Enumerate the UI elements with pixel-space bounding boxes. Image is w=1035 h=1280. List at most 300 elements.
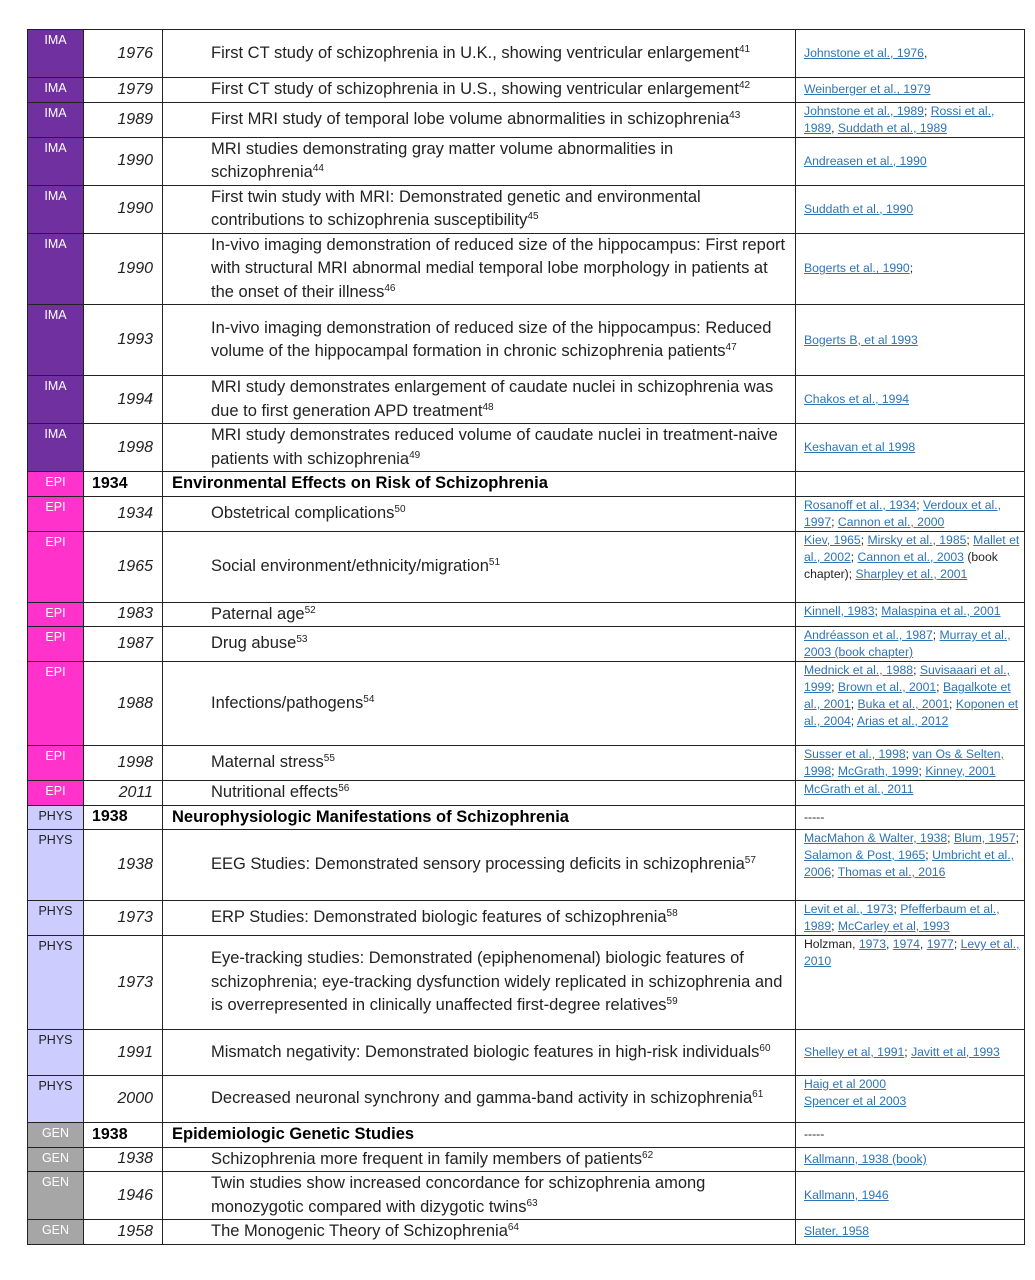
references-cell xyxy=(796,305,1025,376)
reference-link[interactable]: Levy et al., 2010 xyxy=(804,937,1020,968)
category-cell xyxy=(28,830,84,901)
year-cell xyxy=(84,472,163,497)
description-text: Neurophysiologic Manifestations of Schizophrenia xyxy=(172,807,569,826)
reference-text: ----- xyxy=(804,809,825,824)
year-cell xyxy=(84,30,163,78)
reference-text: , xyxy=(886,937,893,951)
reference-text: ; xyxy=(918,764,926,778)
description-text: Drug abuse xyxy=(211,634,297,653)
year-cell xyxy=(84,233,163,305)
reference-link[interactable]: Spencer et al 2003 xyxy=(804,1094,907,1108)
reference-link[interactable]: Andréasson et al., 1987 xyxy=(804,628,933,642)
category-cell xyxy=(28,1030,84,1076)
description-cell xyxy=(163,78,796,103)
year-value: 1989 xyxy=(117,110,153,128)
reference-text: ; xyxy=(850,714,857,728)
reference-link[interactable]: Kiev, 1965 xyxy=(804,532,861,547)
description-cell xyxy=(163,602,796,627)
category-label: EPI xyxy=(45,605,66,620)
description-text: First CT study of schizophrenia in U.K., showing ventricular enlargement xyxy=(211,43,739,62)
reference-text: ; xyxy=(949,697,956,711)
year-value: 1987 xyxy=(117,635,153,652)
description-cell xyxy=(163,746,796,781)
reference-link[interactable]: McCarley et al, 1993 xyxy=(837,919,950,933)
year-value: 1946 xyxy=(117,1186,153,1204)
description-cell xyxy=(163,496,796,531)
table-row xyxy=(28,185,1025,233)
reference-link[interactable]: Levit et al., 1973 xyxy=(804,902,894,916)
footnote-ref: 41 xyxy=(738,43,751,55)
year-value: 1973 xyxy=(117,973,153,991)
category-cell xyxy=(28,627,84,662)
description-text: The Monogenic Theory of Schizophrenia xyxy=(211,1222,508,1240)
year-value: 2011 xyxy=(118,783,153,801)
category-label: IMA xyxy=(44,188,67,203)
reference-text: ; xyxy=(936,680,943,694)
year-value: 1934 xyxy=(117,504,153,522)
references-cell xyxy=(796,531,1025,602)
year-cell xyxy=(84,901,163,936)
description-text: Obstetrical complications xyxy=(211,503,395,522)
references-cell xyxy=(796,424,1025,472)
reference-text: ; xyxy=(850,549,858,564)
category-cell xyxy=(28,602,84,627)
references-cell xyxy=(796,233,1025,305)
footnote-ref: 42 xyxy=(738,80,751,91)
category-cell xyxy=(28,137,84,185)
table-row xyxy=(28,233,1025,305)
reference-text: ; xyxy=(909,261,914,276)
table-row xyxy=(28,1030,1025,1076)
description-cell xyxy=(163,472,796,497)
reference-link[interactable]: Rosanoff et al., 1934 xyxy=(804,497,917,512)
description-text: In-vivo imaging demonstration of reduced size of the hippocampus: First report with structural MRI abnormal medial temporal lobe morphology in patients at the onset of their illness xyxy=(211,235,786,301)
reference-link[interactable]: 1974 xyxy=(892,937,920,951)
category-cell xyxy=(28,233,84,305)
reference-link[interactable]: Malaspina et al., 2001 xyxy=(881,603,1001,618)
reference-link[interactable]: van Os & Selten, 1998 xyxy=(804,747,1004,778)
reference-link[interactable]: Kinney, 2001 xyxy=(925,764,996,778)
category-label: GEN xyxy=(41,1223,70,1237)
footnote-ref: 49 xyxy=(409,449,421,461)
table-row xyxy=(28,936,1025,1030)
description-text: First MRI study of temporal lobe volume abnormalities in schizophrenia xyxy=(211,109,730,128)
year-cell xyxy=(84,1076,163,1123)
reference-text: ; xyxy=(831,514,838,529)
table-row xyxy=(28,746,1025,781)
references-cell xyxy=(796,137,1025,185)
table-row xyxy=(28,1220,1025,1245)
category-cell xyxy=(28,901,84,936)
reference-link[interactable]: Arias et al., 2012 xyxy=(856,714,949,728)
reference-link[interactable]: Thomas et al., 2016 xyxy=(837,865,946,879)
footnote-ref: 52 xyxy=(304,604,316,616)
reference-text: ; xyxy=(831,865,838,879)
table-row xyxy=(28,30,1025,78)
category-label: EPI xyxy=(45,665,66,679)
reference-text: , xyxy=(923,46,928,60)
reference-link[interactable]: McGrath et al., 2011 xyxy=(804,782,914,796)
reference-link[interactable]: Brown et al., 2001 xyxy=(837,680,937,694)
category-label: GEN xyxy=(41,1126,70,1140)
reference-text: ; xyxy=(1015,831,1019,845)
year-value: 1991 xyxy=(117,1043,153,1061)
table-row xyxy=(28,1147,1025,1172)
reference-link[interactable]: Cannon et al., 2003 xyxy=(857,549,964,564)
reference-text: ; xyxy=(923,103,931,118)
category-cell xyxy=(28,78,84,103)
reference-text: ; xyxy=(874,603,882,618)
reference-link[interactable]: 1973 xyxy=(858,937,886,951)
footnote-ref: 56 xyxy=(338,783,350,794)
reference-link[interactable]: Mirsky et al., 1985 xyxy=(867,532,967,547)
category-cell xyxy=(28,305,84,376)
reference-link[interactable]: Javitt et al, 1993 xyxy=(911,1045,1000,1059)
reference-text: Holzman, xyxy=(804,937,859,951)
year-cell xyxy=(84,1220,163,1245)
reference-link[interactable]: Bogerts B, et al 1993 xyxy=(804,332,918,347)
year-cell xyxy=(84,1147,163,1172)
description-cell xyxy=(163,424,796,472)
reference-text: (book chapter); xyxy=(804,549,998,581)
description-text: Schizophrenia more frequent in family members of patients xyxy=(211,1149,643,1168)
category-label: IMA xyxy=(44,236,67,251)
footnote-ref: 60 xyxy=(759,1042,771,1054)
description-cell xyxy=(163,30,796,78)
references-cell xyxy=(796,496,1025,531)
footnote-ref: 63 xyxy=(526,1197,538,1209)
category-cell xyxy=(28,472,84,497)
description-text: Mismatch negativity: Demonstrated biologic features in high-risk individuals xyxy=(211,1042,760,1061)
reference-link[interactable]: Salamon & Post, 1965 xyxy=(804,848,926,862)
reference-link[interactable]: Suddath et al., 1990 xyxy=(804,201,914,216)
category-label: IMA xyxy=(44,308,67,322)
year-cell xyxy=(84,102,163,137)
year-cell xyxy=(84,137,163,185)
category-cell xyxy=(28,1220,84,1245)
year-value: 1990 xyxy=(117,152,153,169)
year-cell xyxy=(84,531,163,602)
reference-text: , xyxy=(919,937,927,951)
year-value: 1983 xyxy=(117,605,153,623)
description-text: Epidemiologic Genetic Studies xyxy=(172,1125,415,1143)
reference-text: ; xyxy=(831,764,838,778)
references-cell xyxy=(796,805,1025,830)
year-value: 1934 xyxy=(92,474,128,492)
category-label: EPI xyxy=(45,475,66,489)
year-cell xyxy=(84,936,163,1030)
category-cell xyxy=(28,496,84,531)
description-cell xyxy=(163,1076,796,1123)
category-label: PHYS xyxy=(38,833,73,847)
description-text: MRI study demonstrates enlargement of caudate nuclei in schizophrenia was due to first generation APD treatment xyxy=(211,378,774,420)
category-cell xyxy=(28,376,84,424)
description-cell xyxy=(163,1172,796,1220)
timeline-body xyxy=(28,30,1025,1245)
table-row xyxy=(28,376,1025,424)
reference-text: ; xyxy=(905,747,913,761)
reference-link[interactable]: Weinberger et al., 1979 xyxy=(804,82,931,97)
year-cell xyxy=(84,78,163,103)
description-text: MRI study demonstrates reduced volume of caudate nuclei in treatment-naive patients with schizophrenia xyxy=(211,426,778,468)
reference-text: ; xyxy=(947,831,954,845)
footnote-ref: 59 xyxy=(666,996,678,1008)
year-value: 1976 xyxy=(117,44,153,62)
description-cell xyxy=(163,1123,796,1148)
year-value: 1994 xyxy=(117,390,153,408)
year-value: 1990 xyxy=(117,200,153,217)
table-row xyxy=(28,496,1025,531)
table-row xyxy=(28,102,1025,137)
footnote-ref: 45 xyxy=(527,211,539,222)
year-cell xyxy=(84,424,163,472)
reference-link[interactable]: Keshavan et al 1998 xyxy=(804,440,916,454)
description-text: EEG Studies: Demonstrated sensory processing deficits in schizophrenia xyxy=(211,855,745,874)
description-cell xyxy=(163,805,796,830)
category-label: GEN xyxy=(41,1175,70,1189)
reference-link[interactable]: Shelley et al, 1991 xyxy=(804,1045,905,1059)
year-value: 1958 xyxy=(117,1222,153,1240)
year-cell xyxy=(84,662,163,746)
reference-text: ; xyxy=(904,1045,912,1059)
reference-text: ; xyxy=(913,663,920,677)
references-cell xyxy=(796,901,1025,936)
reference-text: ; xyxy=(850,697,858,711)
reference-text: ; xyxy=(831,919,838,933)
description-text: First twin study with MRI: Demonstrated genetic and environmental contributions to schizophrenia susceptibility xyxy=(211,187,701,229)
year-cell xyxy=(84,376,163,424)
footnote-ref: 44 xyxy=(312,163,324,174)
description-cell xyxy=(163,662,796,746)
table-row xyxy=(28,602,1025,627)
footnote-ref: 61 xyxy=(752,1089,764,1101)
category-label: IMA xyxy=(44,33,67,47)
year-value: 1938 xyxy=(92,1125,128,1143)
reference-link[interactable]: Chakos et al., 1994 xyxy=(804,392,910,406)
reference-link[interactable]: Mednick et al., 1988 xyxy=(804,663,914,677)
category-label: PHYS xyxy=(38,904,73,918)
reference-link[interactable]: 1977 xyxy=(926,937,954,951)
description-cell xyxy=(163,102,796,137)
year-value: 1965 xyxy=(117,557,153,575)
reference-link[interactable]: Rossi et al., 1989 xyxy=(804,103,995,135)
reference-link[interactable]: Susser et al., 1998 xyxy=(804,747,906,761)
reference-text: ; xyxy=(932,628,940,642)
references-cell xyxy=(796,781,1025,806)
references-cell xyxy=(796,376,1025,424)
reference-text: ; xyxy=(953,937,961,951)
description-cell xyxy=(163,137,796,185)
footnote-ref: 55 xyxy=(323,753,335,765)
year-value: 1973 xyxy=(117,909,153,926)
description-text: Paternal age xyxy=(211,604,305,623)
category-cell xyxy=(28,781,84,806)
references-cell xyxy=(796,102,1025,137)
reference-text: ; xyxy=(925,848,933,862)
references-cell xyxy=(796,185,1025,233)
table-row xyxy=(28,305,1025,376)
category-cell xyxy=(28,936,84,1030)
description-text: Decreased neuronal synchrony and gamma-band activity in schizophrenia xyxy=(211,1089,753,1108)
year-value: 1938 xyxy=(92,808,128,826)
year-value: 1998 xyxy=(117,754,153,771)
category-label: IMA xyxy=(44,427,67,441)
table-row xyxy=(28,781,1025,806)
category-cell xyxy=(28,805,84,830)
table-row xyxy=(28,1076,1025,1123)
category-cell xyxy=(28,1123,84,1148)
reference-link[interactable]: Suvisaaari et al., 1999 xyxy=(804,663,1010,694)
year-value: 1990 xyxy=(117,259,153,277)
table-row xyxy=(28,1172,1025,1220)
references-cell xyxy=(796,472,1025,497)
category-label: EPI xyxy=(45,749,66,763)
reference-link[interactable]: Haig et al 2000 xyxy=(804,1077,886,1091)
description-cell xyxy=(163,1147,796,1172)
footnote-ref: 53 xyxy=(296,634,308,646)
year-cell xyxy=(84,805,163,830)
reference-link[interactable]: Pfefferbaum et al., 1989 xyxy=(804,902,1000,933)
reference-link[interactable]: Kallmann, 1938 (book) xyxy=(804,1151,927,1166)
category-cell xyxy=(28,102,84,137)
description-cell xyxy=(163,830,796,901)
reference-link[interactable]: Blum, 1957 xyxy=(953,831,1016,845)
category-label: IMA xyxy=(44,379,67,393)
references-cell xyxy=(796,1220,1025,1245)
year-cell xyxy=(84,1123,163,1148)
footnote-ref: 48 xyxy=(482,401,494,413)
category-label: PHYS xyxy=(38,808,73,823)
year-cell xyxy=(84,1030,163,1076)
references-cell xyxy=(796,1030,1025,1076)
reference-text: ; xyxy=(966,532,974,547)
year-cell xyxy=(84,781,163,806)
reference-link[interactable]: McGrath, 1999 xyxy=(837,764,919,778)
description-cell xyxy=(163,376,796,424)
category-label: PHYS xyxy=(38,1033,73,1047)
references-cell xyxy=(796,30,1025,78)
references-cell xyxy=(796,746,1025,781)
table-row xyxy=(28,830,1025,901)
footnote-ref: 46 xyxy=(384,282,396,294)
category-label: GEN xyxy=(41,1150,70,1165)
category-label: EPI xyxy=(45,784,66,798)
reference-link[interactable]: Slater, 1958 xyxy=(804,1224,870,1239)
reference-link[interactable]: Murray et al., 2003 (book chapter) xyxy=(804,628,1011,659)
reference-link[interactable]: Kinnell, 1983 xyxy=(804,603,875,618)
reference-link[interactable]: Buka et al., 2001 xyxy=(857,697,950,711)
year-value: 1979 xyxy=(117,80,153,98)
reference-text: ; xyxy=(916,497,924,512)
description-text: Environmental Effects on Risk of Schizophrenia xyxy=(172,474,548,492)
reference-link[interactable]: Kallmann, 1946 xyxy=(804,1188,889,1202)
description-text: First CT study of schizophrenia in U.S., showing ventricular enlargement xyxy=(211,80,739,98)
category-cell xyxy=(28,531,84,602)
footnote-ref: 50 xyxy=(394,503,406,515)
reference-text: ----- xyxy=(804,1127,825,1142)
year-cell xyxy=(84,185,163,233)
description-text: MRI studies demonstrating gray matter volume abnormalities in schizophrenia xyxy=(211,139,674,181)
year-cell xyxy=(84,830,163,901)
year-cell xyxy=(84,627,163,662)
reference-link[interactable]: Cannon et al., 2000 xyxy=(837,514,945,529)
description-text: Social environment/ethnicity/migration xyxy=(211,556,489,575)
footnote-ref: 54 xyxy=(363,693,375,705)
year-cell xyxy=(84,305,163,376)
category-cell xyxy=(28,746,84,781)
reference-link[interactable]: Suddath et al., 1989 xyxy=(837,120,948,135)
category-cell xyxy=(28,1172,84,1220)
description-text: Maternal stress xyxy=(211,753,324,772)
description-text: Nutritional effects xyxy=(211,783,339,801)
table-row xyxy=(28,627,1025,662)
reference-link[interactable]: Koponen et al., 2004 xyxy=(804,697,1019,728)
references-cell xyxy=(796,602,1025,627)
year-cell xyxy=(84,602,163,627)
category-cell xyxy=(28,185,84,233)
table-row xyxy=(28,531,1025,602)
description-cell xyxy=(163,936,796,1030)
category-label: EPI xyxy=(45,534,66,549)
year-value: 1998 xyxy=(117,438,153,456)
timeline-table xyxy=(27,29,1025,1245)
description-cell xyxy=(163,901,796,936)
table-row xyxy=(28,472,1025,497)
reference-link[interactable]: Bogerts et al., 1990 xyxy=(804,261,910,276)
year-value: 1993 xyxy=(117,331,153,348)
category-label: IMA xyxy=(44,140,67,155)
reference-link[interactable]: Umbricht et al., 2006 xyxy=(804,848,1015,879)
table-row xyxy=(28,662,1025,746)
table-row xyxy=(28,424,1025,472)
description-text: Infections/pathogens xyxy=(211,693,364,712)
category-cell xyxy=(28,30,84,78)
reference-link[interactable]: Andreasen et al., 1990 xyxy=(804,153,927,168)
description-cell xyxy=(163,781,796,806)
reference-link[interactable]: Johnstone et al., 1989 xyxy=(804,103,924,118)
reference-text: ; xyxy=(860,532,868,547)
references-cell xyxy=(796,627,1025,662)
category-cell xyxy=(28,1076,84,1123)
reference-link[interactable]: Mallet et al., 2002 xyxy=(804,532,1020,564)
footnote-ref: 47 xyxy=(725,342,737,353)
description-cell xyxy=(163,1030,796,1076)
footnote-ref: 58 xyxy=(666,908,678,920)
category-label: IMA xyxy=(44,105,67,120)
reference-link[interactable]: Bagalkote et al., 2001 xyxy=(804,680,1011,711)
references-cell xyxy=(796,1147,1025,1172)
reference-link[interactable]: Johnstone et al., 1976 xyxy=(804,46,924,60)
year-value: 2000 xyxy=(117,1090,153,1107)
reference-link[interactable]: Verdoux et al., 1997 xyxy=(804,497,1001,529)
footnote-ref: 51 xyxy=(488,556,501,568)
references-cell xyxy=(796,830,1025,901)
reference-link[interactable]: MacMahon & Walter, 1938 xyxy=(804,831,948,845)
footnote-ref: 43 xyxy=(729,109,741,121)
description-cell xyxy=(163,531,796,602)
year-cell xyxy=(84,1172,163,1220)
reference-text: ; xyxy=(831,680,838,694)
description-cell xyxy=(163,627,796,662)
references-cell xyxy=(796,1123,1025,1148)
description-text: Eye-tracking studies: Demonstrated (epiphenomenal) biologic features of schizophrenia; eye-tracking dysfunction widely replicated in schizophrenia and is overrepresented in clinically unaffected first-degree relatives xyxy=(211,949,783,1015)
year-value: 1938 xyxy=(117,1150,153,1168)
category-label: EPI xyxy=(45,630,66,644)
table-row xyxy=(28,1123,1025,1148)
reference-link[interactable]: Sharpley et al., 2001 xyxy=(855,566,968,581)
description-text: Twin studies show increased concordance for schizophrenia among monozygotic compared with dizygotic twins xyxy=(211,1174,706,1216)
category-label: PHYS xyxy=(38,1079,73,1093)
